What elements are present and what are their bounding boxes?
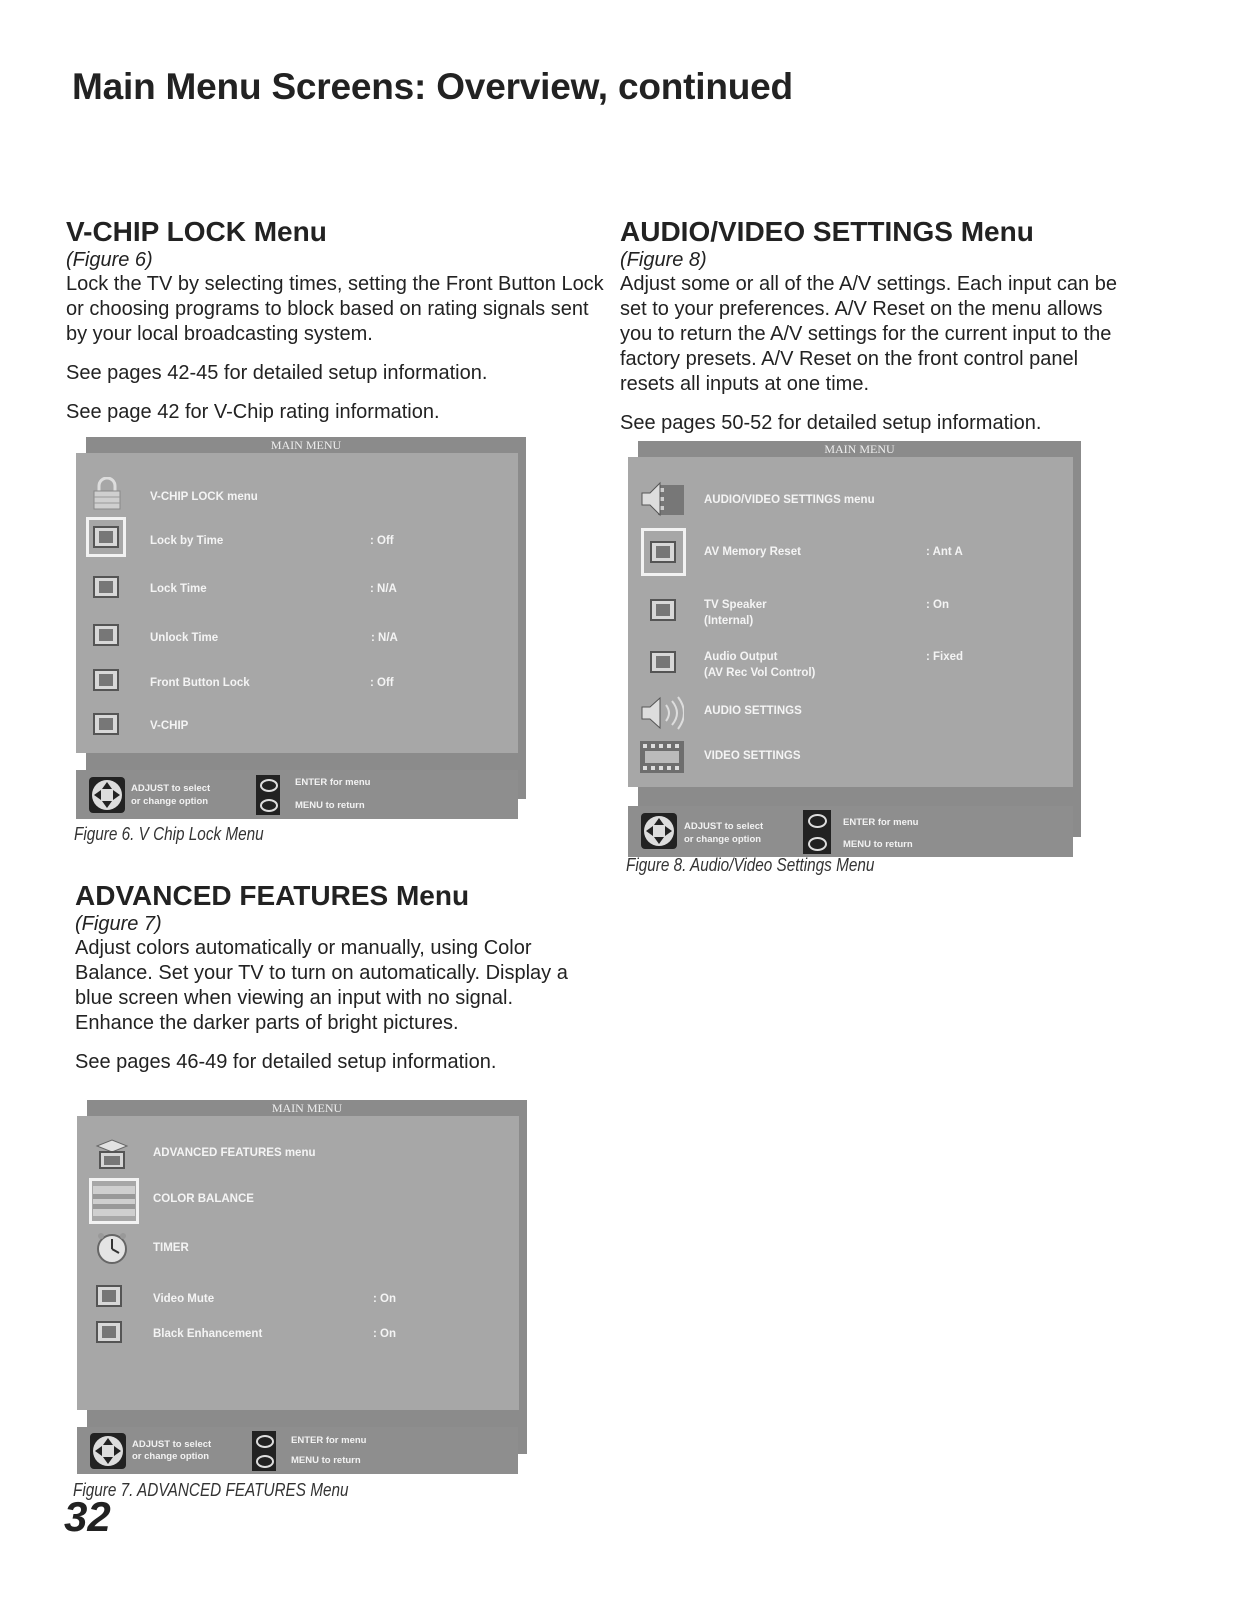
speaker-film-icon bbox=[638, 479, 686, 519]
footer-adjust-text: ADJUST to select bbox=[131, 783, 211, 794]
menu-title: V-CHIP LOCK menu bbox=[150, 491, 258, 503]
menu-title: AUDIO/VIDEO SETTINGS menu bbox=[704, 494, 875, 506]
footer-adjust-text: ADJUST to select bbox=[132, 1439, 212, 1450]
color-bars-icon bbox=[93, 1186, 135, 1216]
footer-enter-text: ENTER for menu bbox=[843, 817, 919, 828]
tv-icon bbox=[93, 576, 119, 598]
advanced-heading: ADVANCED FEATURES Menu bbox=[75, 880, 470, 911]
film-strip-icon bbox=[640, 739, 684, 775]
vchip-caption: Figure 6. V Chip Lock Menu bbox=[74, 824, 264, 844]
vchip-body: Lock the TV by selecting times, setting the Front Button Lock or choosing programs to block based on rating signals sent by your local broadcasting system. bbox=[66, 273, 604, 345]
menu-footer bbox=[77, 1427, 518, 1474]
menu-item-label[interactable]: AV Memory Reset bbox=[704, 546, 801, 558]
menu-item-label[interactable]: TIMER bbox=[153, 1242, 189, 1254]
tv-icon bbox=[96, 1321, 122, 1343]
menu-footer bbox=[76, 770, 518, 819]
page-number: 32 bbox=[64, 1493, 111, 1540]
menu-footer bbox=[628, 806, 1073, 857]
av-menu-screenshot bbox=[628, 441, 1081, 857]
vchip-see-rating: See page 42 for V-Chip rating information. bbox=[66, 401, 440, 423]
menu-item-sublabel: (Internal) bbox=[704, 615, 754, 627]
tv-icon bbox=[93, 669, 119, 691]
footer-menu-text: MENU to return bbox=[291, 1455, 361, 1466]
page-title: Main Menu Screens: Overview, continued bbox=[72, 66, 793, 107]
menu-item-sublabel: (AV Rec Vol Control) bbox=[704, 667, 816, 679]
menu-item-value: : On bbox=[373, 1293, 396, 1305]
advanced-figure-ref: (Figure 7) bbox=[75, 913, 162, 935]
menu-item-value: : Fixed bbox=[926, 651, 964, 663]
footer-change-text: or change option bbox=[684, 834, 762, 845]
dpad-icon bbox=[88, 776, 126, 814]
av-body: Adjust some or all of the A/V settings. Each input can be set to your preferences. A/V Reset on the menu allows you to return the A/V settings for the current input to the factory presets. A/V Reset on the front control panel resets all inputs at one time. bbox=[620, 273, 1117, 395]
menu-item-value: : On bbox=[926, 599, 949, 611]
dpad-icon bbox=[640, 812, 678, 850]
menu-item-label[interactable]: Unlock Time bbox=[150, 632, 219, 644]
graduation-cap-icon bbox=[95, 1138, 129, 1168]
main-menu-header: MAIN MENU bbox=[270, 438, 342, 452]
vchip-menu-screenshot bbox=[76, 437, 526, 819]
menu-item-value: : N/A bbox=[371, 632, 398, 644]
menu-item-label[interactable]: V-CHIP bbox=[150, 720, 189, 732]
menu-item-label[interactable]: Black Enhancement bbox=[153, 1328, 263, 1340]
menu-item-value: : On bbox=[373, 1328, 396, 1340]
av-see-pages: See pages 50-52 for detailed setup information. bbox=[620, 412, 1042, 434]
menu-item-value: : Ant A bbox=[926, 546, 963, 558]
tv-icon bbox=[93, 713, 119, 735]
menu-item-label[interactable]: Lock Time bbox=[150, 583, 207, 595]
button-icon bbox=[256, 775, 280, 815]
footer-change-text: or change option bbox=[131, 796, 209, 807]
menu-item-label[interactable]: TV Speaker bbox=[704, 599, 767, 611]
menu-item-value: : Off bbox=[370, 535, 394, 547]
menu-item-label[interactable]: AUDIO SETTINGS bbox=[704, 705, 802, 717]
main-menu-header: MAIN MENU bbox=[824, 442, 895, 456]
vchip-heading: V-CHIP LOCK Menu bbox=[66, 216, 327, 247]
tv-icon bbox=[93, 526, 119, 548]
advanced-menu-screenshot bbox=[77, 1100, 527, 1474]
tv-icon bbox=[650, 541, 676, 563]
clock-icon bbox=[95, 1231, 129, 1265]
advanced-see-pages: See pages 46-49 for detailed setup information. bbox=[75, 1051, 497, 1073]
av-heading: AUDIO/VIDEO SETTINGS Menu bbox=[620, 216, 1034, 247]
footer-enter-text: ENTER for menu bbox=[295, 777, 371, 788]
tv-icon bbox=[650, 651, 676, 673]
footer-change-text: or change option bbox=[132, 1451, 210, 1462]
button-icon bbox=[252, 1431, 276, 1471]
menu-item-label[interactable]: Video Mute bbox=[153, 1293, 215, 1305]
advanced-body: Adjust colors automatically or manually, using Color Balance. Set your TV to turn on automatically. Display a blue screen when viewing an input with no signal. Enhance the darker parts of bright pictures. bbox=[75, 937, 568, 1034]
menu-item-label[interactable]: Front Button Lock bbox=[150, 677, 250, 689]
menu-item-label[interactable]: Lock by Time bbox=[150, 535, 224, 547]
av-section bbox=[620, 216, 1140, 450]
menu-item-label[interactable]: VIDEO SETTINGS bbox=[704, 750, 801, 762]
menu-item-value: : Off bbox=[370, 677, 394, 689]
main-menu-header: MAIN MENU bbox=[271, 1101, 343, 1115]
av-caption: Figure 8. Audio/Video Settings Menu bbox=[626, 855, 875, 875]
footer-menu-text: MENU to return bbox=[295, 800, 365, 811]
menu-item-label[interactable]: Audio Output bbox=[704, 651, 778, 663]
tv-icon bbox=[96, 1285, 122, 1307]
speaker-icon bbox=[640, 695, 684, 731]
vchip-see-pages: See pages 42-45 for detailed setup information. bbox=[66, 362, 488, 384]
lock-icon bbox=[90, 477, 124, 507]
tv-icon bbox=[650, 599, 676, 621]
menu-title: ADVANCED FEATURES menu bbox=[153, 1147, 316, 1159]
av-figure-ref: (Figure 8) bbox=[620, 249, 707, 271]
tv-icon bbox=[93, 624, 119, 646]
menu-panel bbox=[76, 453, 518, 753]
advanced-section bbox=[75, 880, 615, 1089]
dpad-icon bbox=[89, 1432, 127, 1470]
button-icon bbox=[803, 810, 831, 854]
footer-menu-text: MENU to return bbox=[843, 839, 913, 850]
footer-enter-text: ENTER for menu bbox=[291, 1435, 367, 1446]
menu-item-label[interactable]: COLOR BALANCE bbox=[153, 1193, 254, 1205]
footer-adjust-text: ADJUST to select bbox=[684, 821, 764, 832]
advanced-caption: Figure 7. ADVANCED FEATURES Menu bbox=[73, 1480, 349, 1500]
vchip-section bbox=[66, 216, 606, 439]
menu-item-value: : N/A bbox=[370, 583, 397, 595]
vchip-figure-ref: (Figure 6) bbox=[66, 249, 153, 271]
